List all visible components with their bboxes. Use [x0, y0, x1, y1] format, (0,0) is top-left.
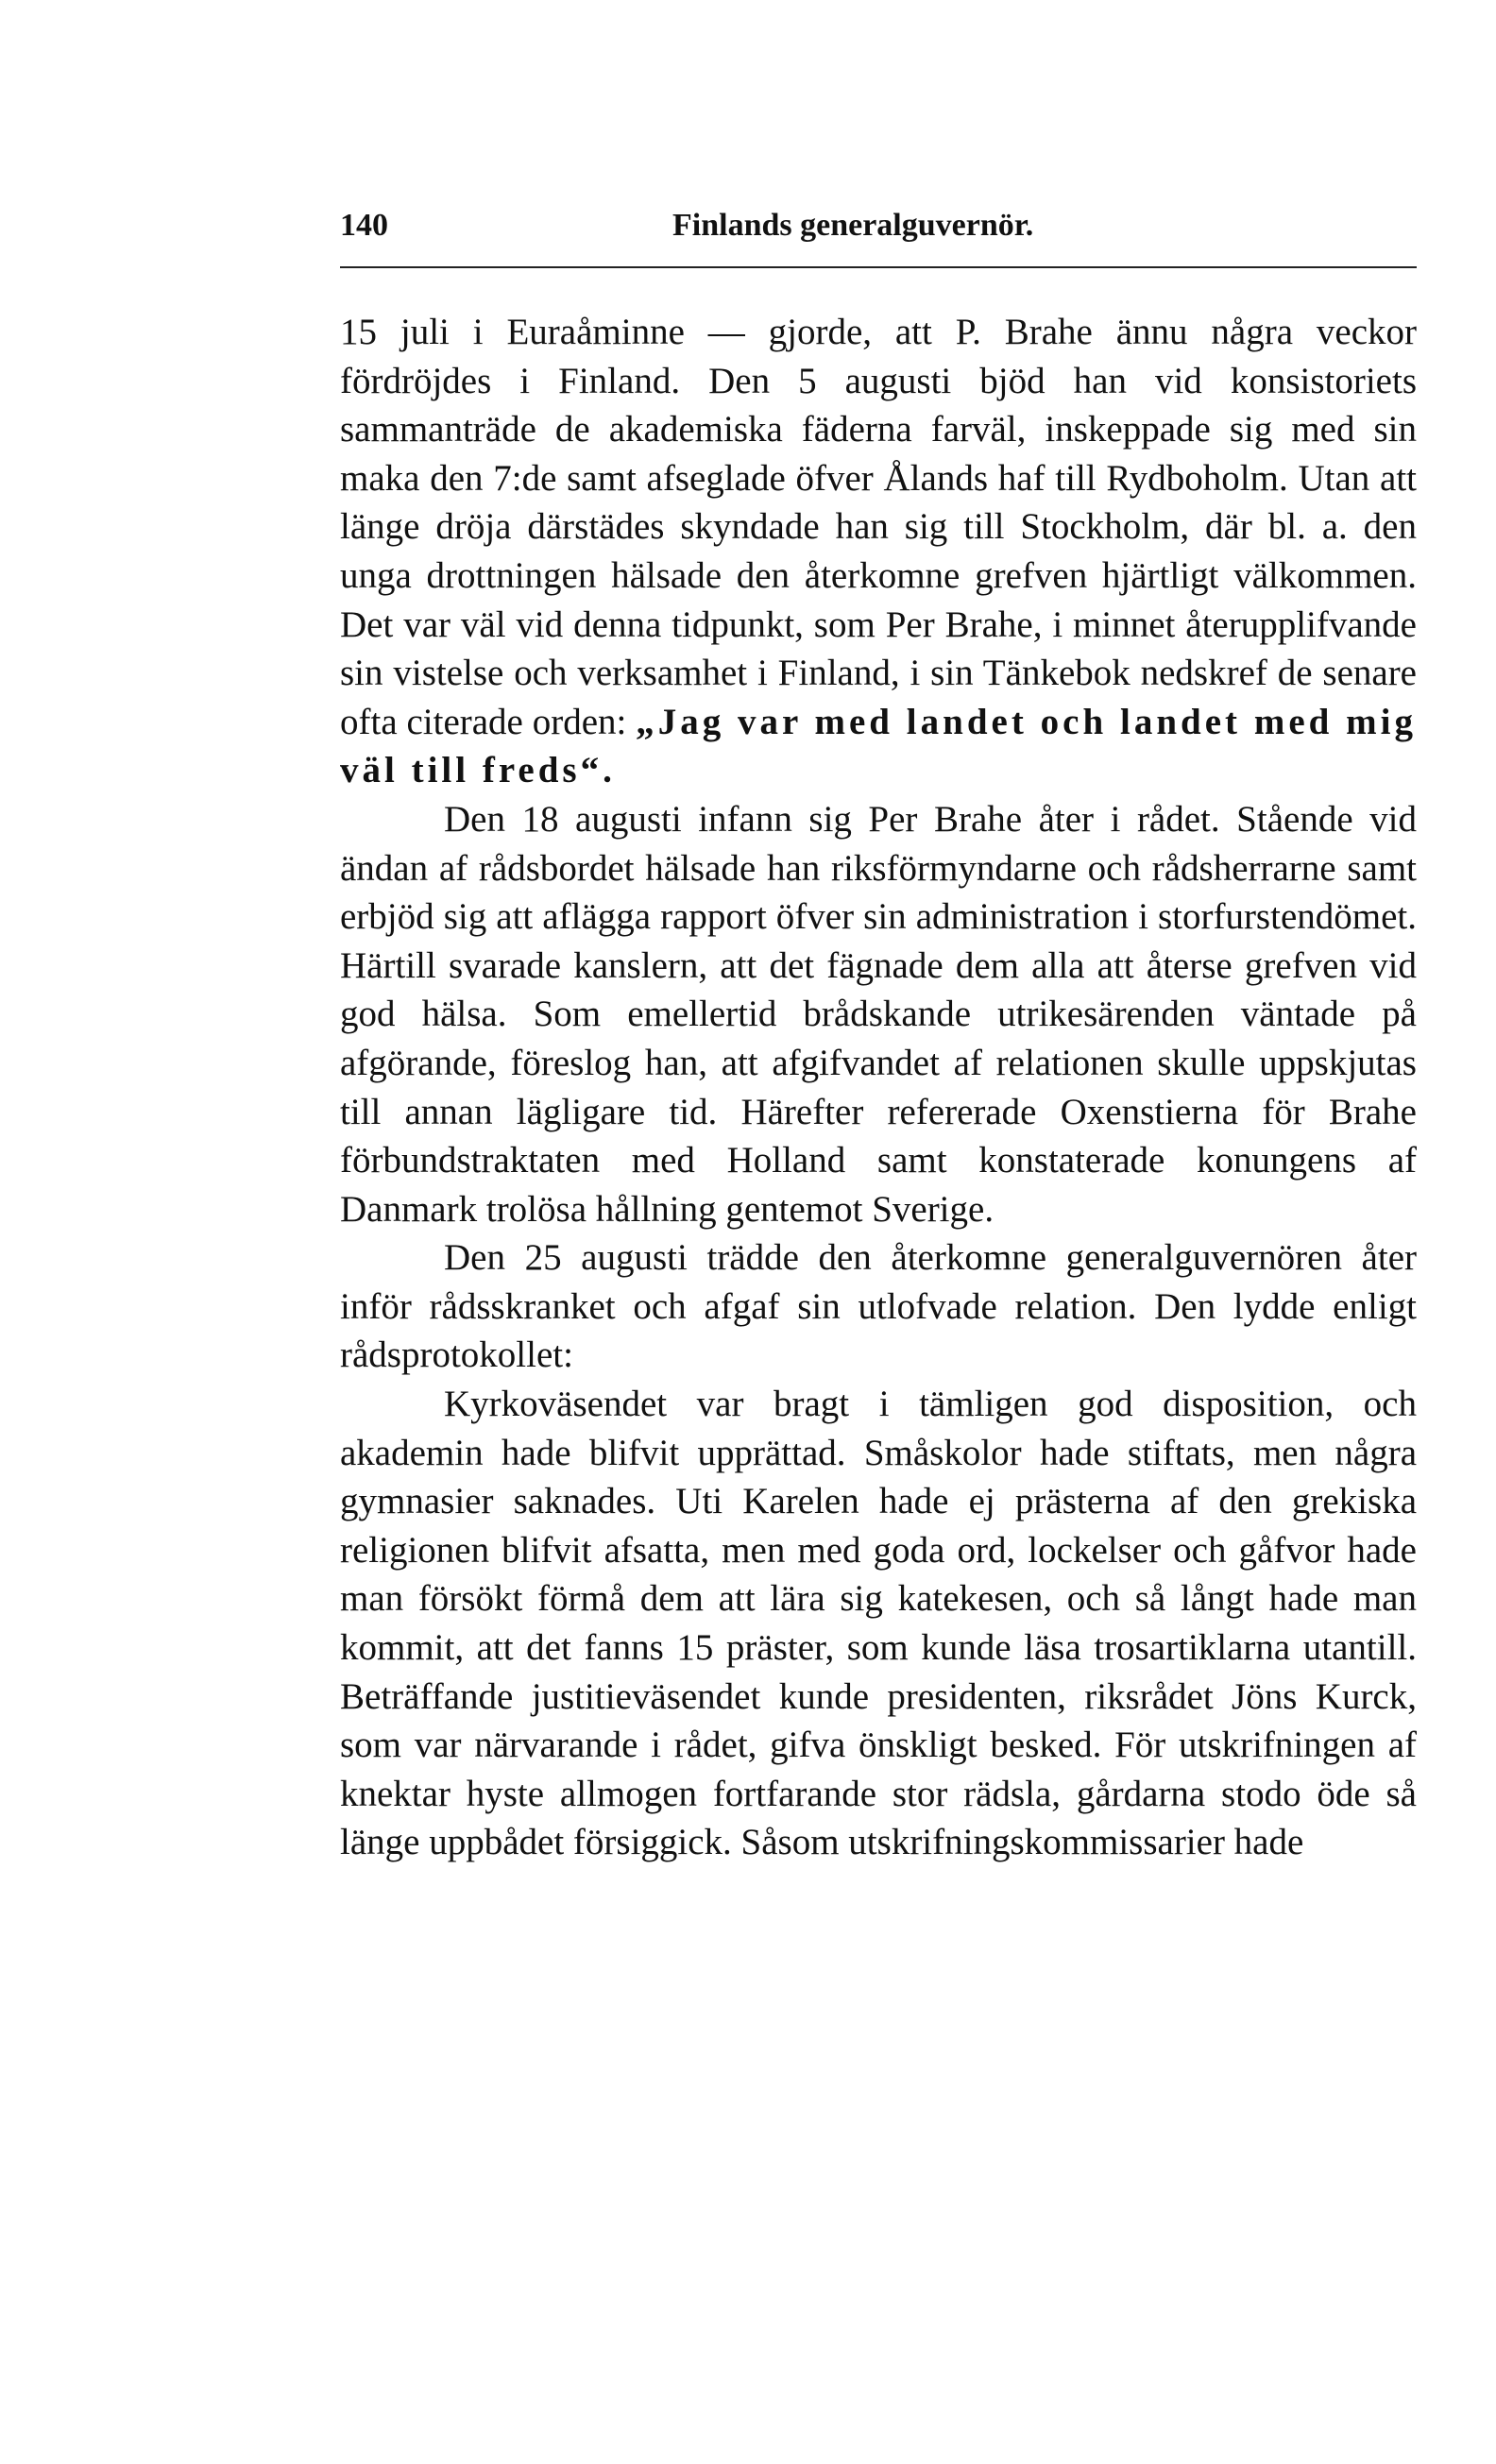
header-rule: [340, 266, 1417, 268]
book-page: [340, 208, 1417, 1863]
paragraph-2: Den 18 augusti infann sig Per Brahe åter i rådet. Stående vid ändan af rådsbordet hälsade han riksförmyndarne och rådsherrarne samt erbjöd sig att aflägga rapport öfver sin administration i storfurstendömet. Härtill svarade kanslern, att det fägnade dem alla att återse grefven vid god hälsa. Som emellertid brådskande utrikesärenden väntade på afgörande, föreslog han, att afgifvandet af relationen skulle uppskjutas till annan lägligare tid. Härefter refererade Oxenstierna för Brahe förbundstraktaten med Holland samt konstaterade konungens af Danmark trolösa hållning gentemot Sverige.: [340, 798, 1417, 1230]
paragraph-4: Kyrkoväsendet var bragt i tämligen god disposition, och akademin hade blifvit upprättad. Småskolor hade stiftats, men några gymnasier saknades. Uti Karelen hade ej prästerna af den grekiska religionen blifvit afsatta, men med goda ord, lockelser och gåfvor hade man försökt förmå dem att lära sig katekesen, och så långt hade man kommit, att det fanns 15 präster, som kunde läsa trosartiklarna utantill. Beträffande justitieväsendet kunde presidenten, riksrådet Jöns Kurck, som var närvarande i rådet, gifva önskligt besked. För utskrifningen af knektar hyste allmogen fortfarande stor rädsla, gårdarna stodo öde så länge uppbådet försiggick. Såsom utskrifningskommissarier hade: [340, 1384, 1417, 1863]
paragraph-1: [340, 308, 1417, 795]
paragraph-1-text: 15 juli i Euraåminne — gjorde, att P. Brahe ännu några veckor fördröjdes i Finland. Den 5 augusti bjöd han vid konsistoriets sammanträde de akademiska fäderna farväl, inskeppade sig med sin maka den 7:de samt afseglade öfver Ålands haf till Rydboholm. Utan att länge dröja därstädes skyndade han sig till Stockholm, där bl. a. den unga drottningen hälsade den återkomne grefven hjärtligt välkommen. Det var väl vid denna tidpunkt, som Per Brahe, i minnet återupplifvande sin vistelse och verksamhet i Finland, i sin Tänkebok nedskref de senare ofta citerade orden:: [340, 312, 1417, 742]
page-header: [340, 208, 1417, 255]
page-number: 140: [340, 208, 388, 243]
running-title: Finlands generalguvernör.: [672, 208, 1034, 243]
page-body: [340, 308, 1417, 1867]
tankebok-quote: „Jag var med landet och landet med mig väl till freds“.: [340, 701, 1417, 791]
paragraph-3: Den 25 augusti trädde den återkomne generalguvernören åter inför rådsskranket och afgaf sin utlofvade relation. Den lydde enligt rådsprotokollet:: [340, 1237, 1417, 1376]
